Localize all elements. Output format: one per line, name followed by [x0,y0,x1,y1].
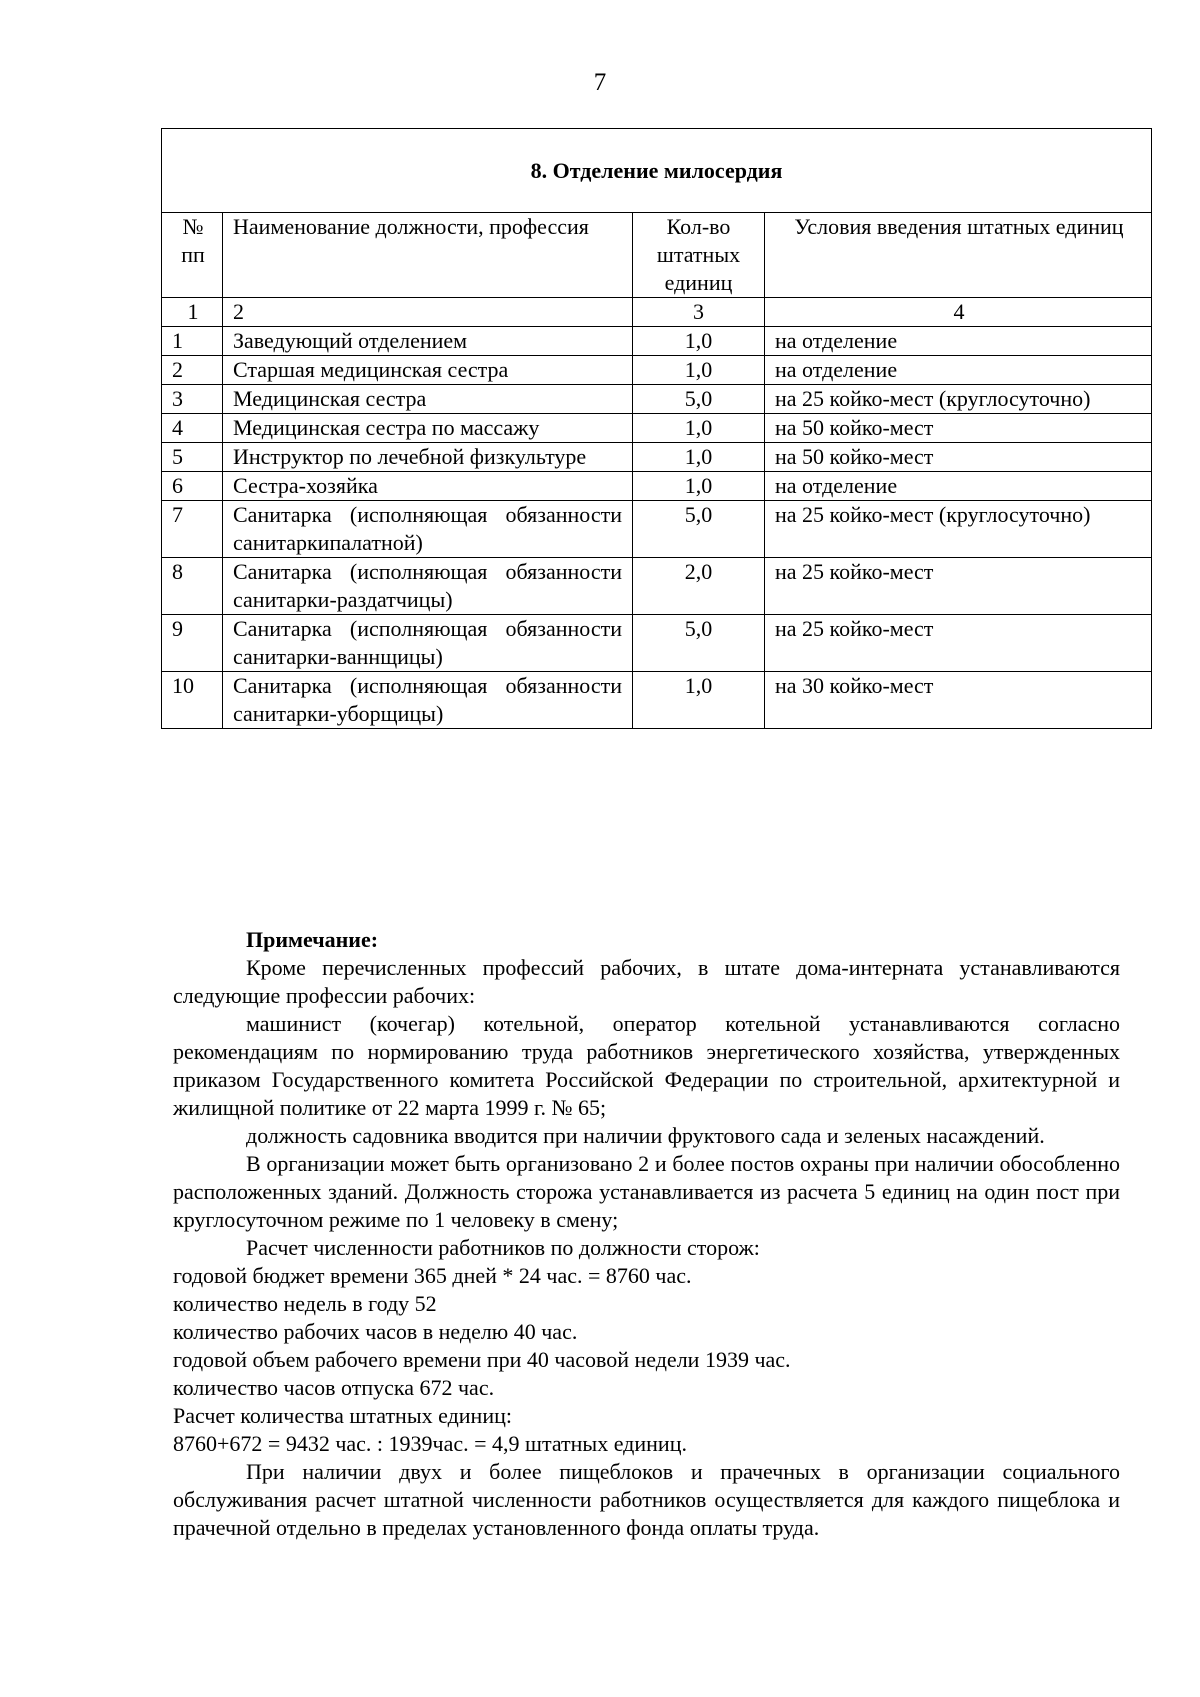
row-position: Старшая медицинская сестра [223,356,633,385]
index-cell: 4 [765,298,1152,327]
row-position: Заведующий отделением [223,327,633,356]
row-quantity: 1,0 [633,443,765,472]
note-paragraph: При наличии двух и более пищеблоков и прачечных в организации социального обслуживания расчет штатной численности работников осуществляется для каждого пищеблока и прачечной отдельно в пределах установленного фонда оплаты труда. [173,1459,1120,1540]
row-position: Санитарка (исполняющая обязанности санитарки-уборщицы) [223,672,633,729]
table-row [162,327,1152,356]
calculation-line: годовой бюджет времени 365 дней * 24 час. = 8760 час. [173,1263,692,1288]
header-quantity: Кол-во штатных единиц [633,213,765,298]
row-number: 7 [162,501,223,558]
row-position: Санитарка (исполняющая обязанности санитарки-ваннщицы) [223,615,633,672]
header-conditions: Условия введения штатных единиц [765,213,1152,298]
table-title: 8. Отделение милосердия [162,129,1152,213]
row-quantity: 1,0 [633,672,765,729]
header-number: № пп [162,213,223,298]
table-row [162,558,1152,615]
table-row [162,501,1152,558]
row-number: 10 [162,672,223,729]
row-quantity: 5,0 [633,385,765,414]
row-quantity: 1,0 [633,472,765,501]
calculation-line: количество рабочих часов в неделю 40 час. [173,1319,578,1344]
note-paragraph: В организации может быть организовано 2 и более постов охраны при наличии обособленно расположенных зданий. Должность сторожа устанавливается из расчета 5 единиц на один пост при круглосуточном режиме по 1 человеку в смену; [173,1151,1120,1232]
row-conditions: на 25 койко-мест [765,558,1152,615]
note-paragraph: машинист (кочегар) котельной, оператор котельной устанавливаются согласно рекомендациям по нормированию труда работников энергетического хозяйства, утвержденных приказом Государственного комитета Российской Федерации по строительной, архитектурной и жилищной политике от 22 марта 1999 г. № 65; [173,1011,1120,1120]
row-position: Сестра-хозяйка [223,472,633,501]
row-number: 5 [162,443,223,472]
row-conditions: на отделение [765,356,1152,385]
row-conditions: на отделение [765,327,1152,356]
row-position: Медицинская сестра [223,385,633,414]
header-position: Наименование должности, профессия [223,213,633,298]
table-row [162,356,1152,385]
row-quantity: 1,0 [633,356,765,385]
table-title-row [162,129,1152,213]
row-number: 2 [162,356,223,385]
row-conditions: на 50 койко-мест [765,443,1152,472]
calculation-line: Расчет количества штатных единиц: [173,1403,512,1428]
row-number: 1 [162,327,223,356]
row-conditions: на 25 койко-мест (круглосуточно) [765,501,1152,558]
note-paragraph: должность садовника вводится при наличии фруктового сада и зеленых насаждений. [246,1123,1045,1148]
row-position: Санитарка (исполняющая обязанности санитаркипалатной) [223,501,633,558]
staffing-table [161,128,1152,729]
row-number: 3 [162,385,223,414]
table-index-row [162,298,1152,327]
index-cell: 2 [223,298,633,327]
table-row [162,443,1152,472]
calculation-line: годовой объем рабочего времени при 40 часовой недели 1939 час. [173,1347,791,1372]
table-row [162,414,1152,443]
calculation-line: количество недель в году 52 [173,1291,437,1316]
row-conditions: на отделение [765,472,1152,501]
row-number: 8 [162,558,223,615]
index-cell: 3 [633,298,765,327]
index-cell: 1 [162,298,223,327]
note-paragraph: Кроме перечисленных профессий рабочих, в штате дома-интерната устанавливаются следующие профессии рабочих: [173,955,1120,1008]
row-position: Санитарка (исполняющая обязанности санитарки-раздатчицы) [223,558,633,615]
row-number: 6 [162,472,223,501]
row-quantity: 1,0 [633,327,765,356]
row-conditions: на 25 койко-мест (круглосуточно) [765,385,1152,414]
note-section [173,926,1120,1542]
row-quantity: 2,0 [633,558,765,615]
calculation-line: 8760+672 = 9432 час. : 1939час. = 4,9 штатных единиц. [173,1431,687,1456]
row-position: Инструктор по лечебной физкультуре [223,443,633,472]
row-conditions: на 50 койко-мест [765,414,1152,443]
table-header-row [162,213,1152,298]
table-row [162,615,1152,672]
row-quantity: 5,0 [633,501,765,558]
row-position: Медицинская сестра по массажу [223,414,633,443]
note-title: Примечание: [246,927,379,952]
page-number: 7 [593,69,607,96]
table-row [162,472,1152,501]
note-paragraph: Расчет численности работников по должности сторож: [246,1235,760,1260]
row-conditions: на 25 койко-мест [765,615,1152,672]
row-conditions: на 30 койко-мест [765,672,1152,729]
row-quantity: 1,0 [633,414,765,443]
calculation-line: количество часов отпуска 672 час. [173,1375,495,1400]
table-row [162,385,1152,414]
table-row [162,672,1152,729]
row-quantity: 5,0 [633,615,765,672]
row-number: 4 [162,414,223,443]
row-number: 9 [162,615,223,672]
